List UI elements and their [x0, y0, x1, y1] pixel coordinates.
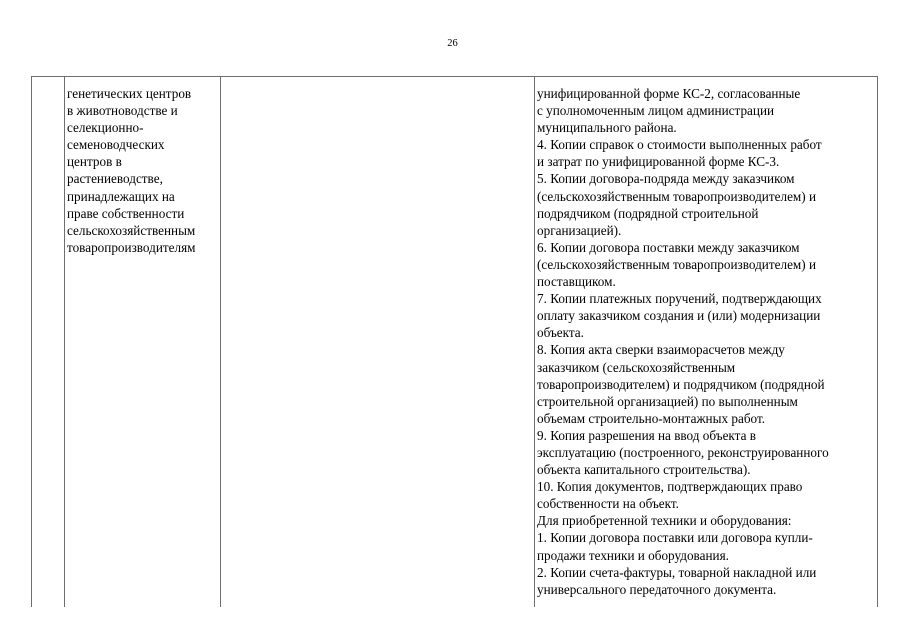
document-list-line: 10. Копия документов, подтверждающих право [537, 479, 803, 495]
table-row [32, 77, 878, 608]
object-name-cell [65, 77, 221, 608]
document-list-line: и затрат по унифицированной форме КС-3. [537, 154, 780, 170]
document-list-line: продажи техники и оборудования. [537, 547, 729, 563]
document-list-line: 1. Копии договора поставки или договора купли- [537, 530, 813, 546]
middle-cell [221, 77, 535, 608]
document-list-line: (сельскохозяйственным товаропроизводителем) и [537, 188, 817, 204]
document-list-line: собственности на объект. [537, 496, 679, 512]
document-list-line: Для приобретенной техники и оборудования: [537, 513, 792, 529]
document-table [31, 76, 878, 607]
document-list-line: объемам строительно-монтажных работ. [537, 410, 766, 426]
document-list-line: 8. Копия акта сверки взаиморасчетов между [537, 342, 785, 358]
required-documents-cell [535, 77, 878, 608]
document-list-line: (сельскохозяйственным товаропроизводителем) и [537, 256, 817, 272]
document-list-line: 2. Копии счета-фактуры, товарной накладной или [537, 564, 817, 580]
document-list-line: заказчиком (сельскохозяйственным [537, 359, 736, 375]
document-list-line: объекта. [537, 325, 584, 341]
document-list-line: строительной организацией) по выполненным [537, 393, 798, 409]
document-list-line: 9. Копия разрешения на ввод объекта в [537, 427, 756, 443]
document-list-line: эксплуатацию (построенного, реконструированного [537, 444, 829, 460]
object-name-line: семеноводческих [67, 137, 165, 153]
document-list-line: с уполномоченным лицом администрации [537, 103, 775, 119]
document-list-line: товаропроизводителем) и подрядчиком (подрядной [537, 376, 825, 392]
document-list-line: унифицированной форме КС-2, согласованные [537, 86, 801, 101]
object-name-line: товаропроизводителям [67, 239, 196, 255]
document-list-line: муниципального района. [537, 120, 677, 136]
document-list-line: оплату заказчиком создания и (или) модернизации [537, 308, 821, 324]
object-name-line: растениеводстве, [67, 171, 163, 187]
document-list-line: подрядчиком (подрядной строительной [537, 205, 759, 221]
object-name-line: праве собственности [67, 205, 185, 221]
document-list-line: объекта капитального строительства). [537, 462, 751, 478]
document-list-line: 6. Копии договора поставки между заказчиком [537, 239, 800, 255]
document-list-line: 4. Копии справок о стоимости выполненных работ [537, 137, 822, 153]
row-number-cell [32, 77, 65, 608]
document-list-line: 5. Копии договора-подряда между заказчиком [537, 171, 795, 187]
object-name-line: генетических центров [67, 86, 192, 101]
object-name-line: центров в [67, 154, 122, 170]
page-number: 26 [447, 38, 458, 49]
document-list-line: поставщиком. [537, 274, 616, 290]
object-name-line: принадлежащих на [67, 188, 175, 204]
document-list-line: организацией). [537, 222, 622, 238]
object-name-line: селекционно- [67, 120, 144, 136]
object-name-line: сельскохозяйственным [67, 222, 196, 238]
document-list-line: 7. Копии платежных поручений, подтверждающих [537, 291, 822, 307]
object-name-line: в животноводстве и [67, 103, 178, 119]
document-list-line: универсального передаточного документа. [537, 581, 777, 597]
